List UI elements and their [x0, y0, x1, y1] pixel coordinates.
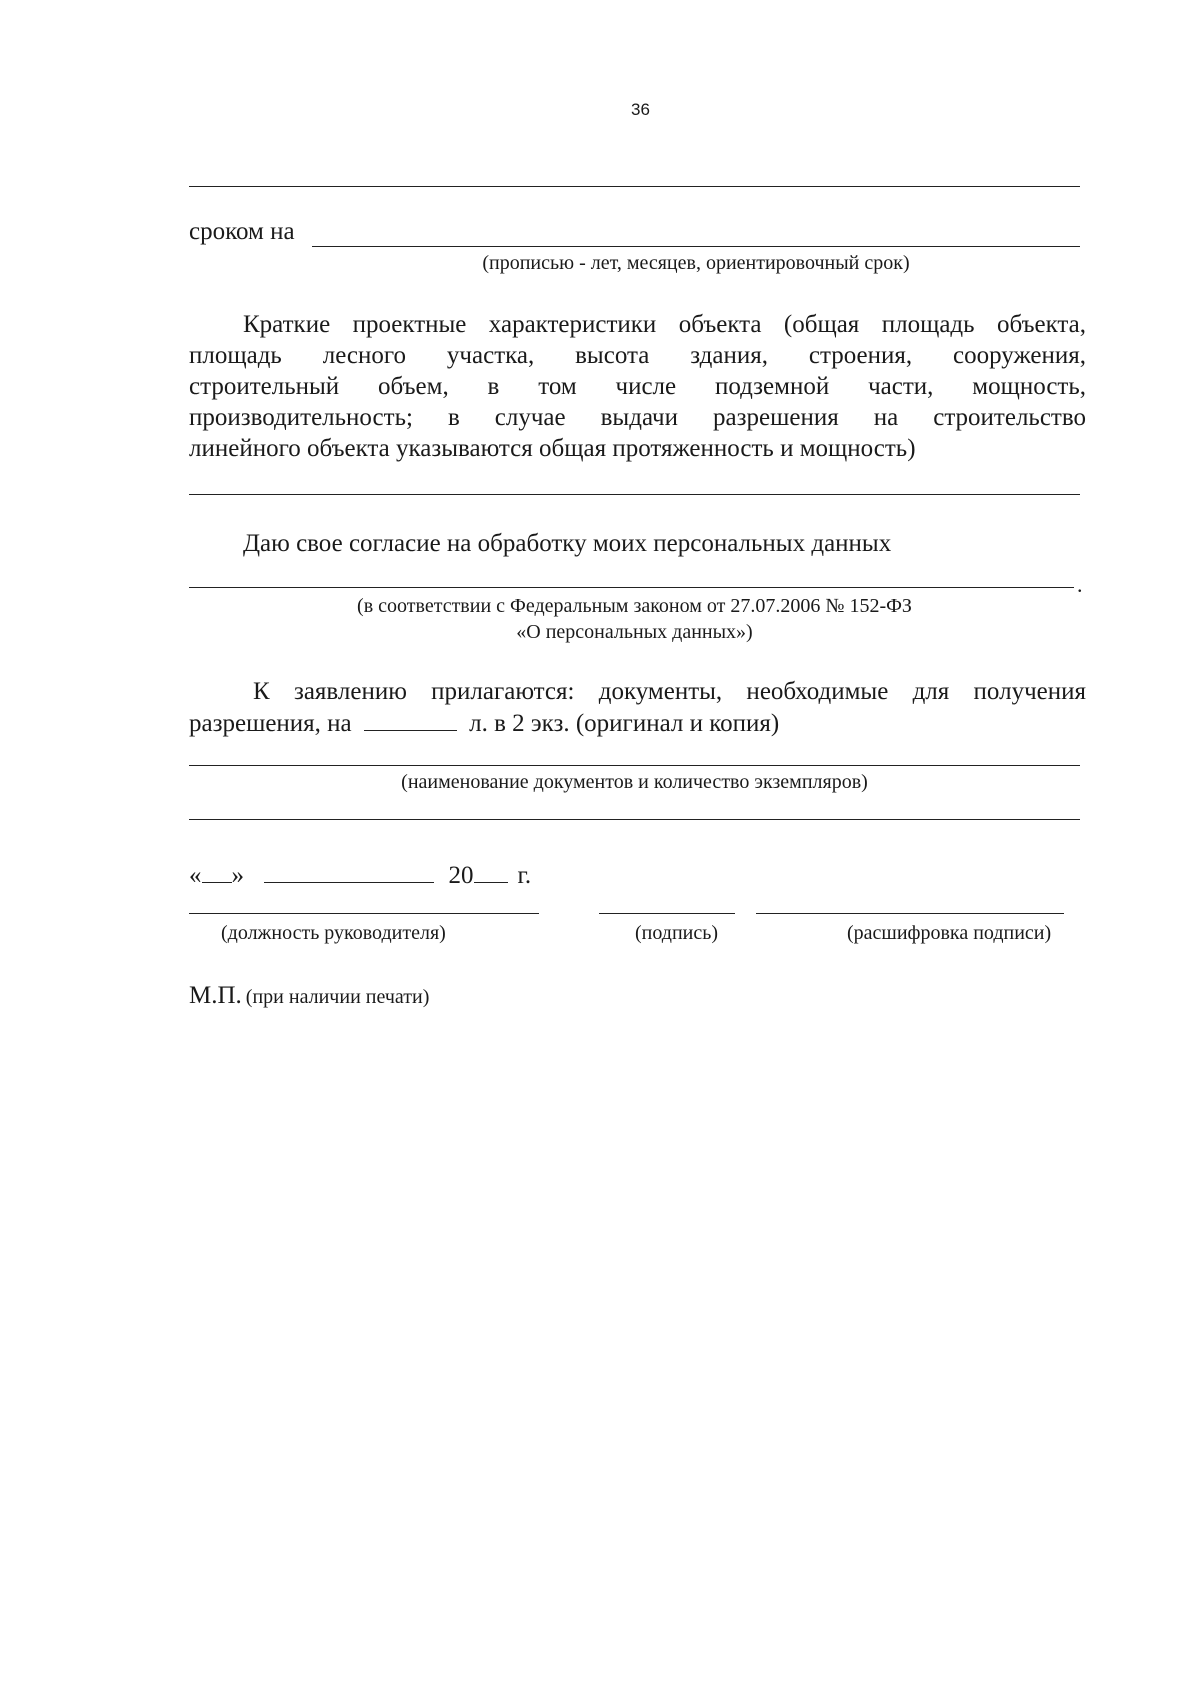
consent-blank-line[interactable] [189, 587, 1074, 588]
attachments-blank-line-1[interactable] [189, 765, 1080, 766]
term-hint: (прописью - лет, месяцев, ориентировочный срок) [482, 252, 910, 274]
pages-count-blank[interactable] [364, 710, 457, 731]
attachments-blank-line-2[interactable] [189, 819, 1080, 820]
top-blank-line [189, 186, 1080, 187]
date-close-quote: » [231, 862, 244, 889]
term-label: сроком на [189, 218, 295, 245]
characteristics-line-3: строительный объем, в том числе подземной части, мощность, [189, 373, 1086, 400]
stamp-note: (при наличии печати) [245, 986, 430, 1008]
attachments-line-2-suffix: л. в 2 экз. (оригинал и копия) [469, 710, 780, 737]
consent-text: Даю свое согласие на обработку моих персональных данных [243, 530, 892, 557]
stamp-line [189, 982, 429, 1010]
decoding-label: (расшифровка подписи) [847, 922, 1052, 944]
consent-hint-line-2: «О персональных данных») [516, 621, 753, 643]
characteristics-line-5: линейного объекта указываются общая протяженность и мощность) [189, 435, 916, 462]
consent-period: . [1077, 572, 1083, 597]
year-suffix: г. [517, 862, 532, 889]
characteristics-blank-line[interactable] [189, 494, 1080, 495]
signature-blank-line[interactable] [599, 913, 735, 914]
position-label: (должность руководителя) [221, 922, 446, 944]
page-number: 36 [631, 100, 650, 119]
month-blank[interactable] [264, 862, 434, 883]
attachments-line-2-prefix: разрешения, на [189, 710, 352, 737]
day-blank[interactable] [202, 862, 232, 883]
attachments-line-1: К заявлению прилагаются: документы, необходимые для получения [253, 678, 1086, 705]
characteristics-line-2: площадь лесного участка, высота здания, строения, сооружения, [189, 342, 1086, 369]
year-prefix: 20 [448, 862, 474, 889]
position-blank-line[interactable] [189, 913, 539, 914]
stamp-mp: М.П. [189, 982, 242, 1009]
attachments-line-2 [189, 708, 779, 740]
date-line [189, 860, 531, 892]
decoding-blank-line[interactable] [756, 913, 1064, 914]
signature-label: (подпись) [635, 922, 719, 944]
date-open-quote: « [189, 862, 202, 889]
attachments-hint: (наименование документов и количество экземпляров) [401, 771, 868, 793]
consent-hint-line-1: (в соответствии с Федеральным законом от 27.07.2006 № 152-ФЗ [357, 595, 912, 617]
term-blank-line[interactable] [312, 246, 1080, 247]
characteristics-line-4: производительность; в случае выдачи разрешения на строительство [189, 404, 1086, 431]
characteristics-line-1: Краткие проектные характеристики объекта (общая площадь объекта, [243, 311, 1086, 338]
year-blank[interactable] [474, 862, 508, 883]
